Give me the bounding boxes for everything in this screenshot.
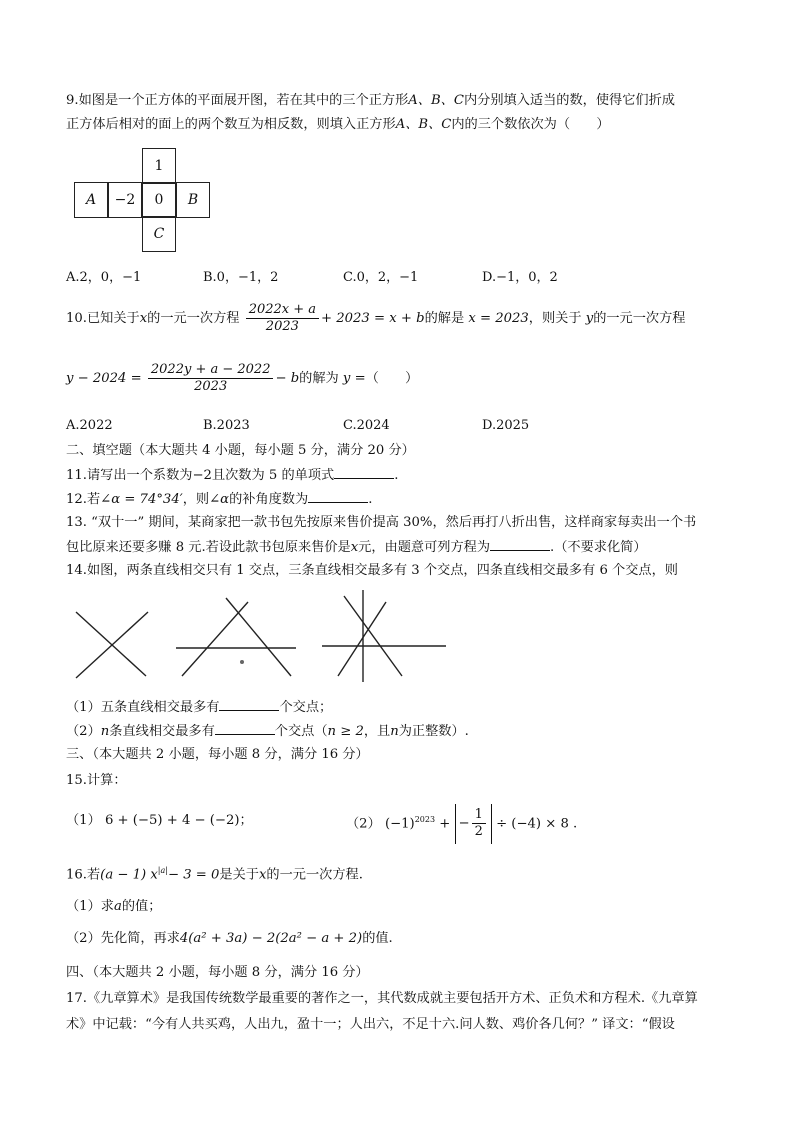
q9-option-b: B.0，−1，2 bbox=[203, 270, 279, 285]
q12: 12.若∠α = 74°34′，则∠α的补角度数为 . bbox=[66, 492, 373, 507]
q14-part1-blank[interactable] bbox=[219, 698, 279, 711]
fig2-line-b bbox=[226, 598, 291, 676]
q9-option-c: C.0，2，−1 bbox=[343, 270, 419, 285]
q9-option-a: A.2，0，−1 bbox=[66, 270, 142, 285]
q10-fraction-1: $\frac{2022x + a}{2023}$ bbox=[246, 302, 319, 335]
fig3-line-d bbox=[338, 602, 386, 676]
q9-line2: 正方体后相对的面上的两个数互为相反数，则填入正方形A、B、C内的三个数依次为（ ） bbox=[66, 117, 610, 132]
net-cell-minus2: −2 bbox=[108, 182, 142, 218]
q10-line2: y − 2024 = $\frac{2022y + a - 2022}{2023}$ − b的解为 y =（ ） bbox=[66, 362, 419, 394]
q16-part2: （2）先化简，再求4(a² + 3a) − 2(2a² − a + 2)的值. bbox=[66, 931, 393, 946]
q16: 16.若(a − 1) $x^{|a|}- 3 = 0$是关于x的一元一次方程. bbox=[66, 866, 363, 883]
q9-line1: 9.如图是一个正方体的平面展开图，若在其中的三个正方形A、B、C内分别填入适当的数，使得它们折成 bbox=[66, 93, 675, 108]
net-cell-c: C bbox=[142, 216, 176, 252]
q13-line1: 13. “双十一” 期间，某商家把一款书包先按原来售价提高 30%，然后再打八折出售，这样商家每卖出一个书 bbox=[66, 515, 697, 530]
net-cell-b: B bbox=[176, 182, 210, 218]
q10-fraction-2: $\frac{2022y + a - 2022}{2023}$ bbox=[148, 362, 274, 395]
q14-part2: （2）n条直线相交最多有 个交点（n ≥ 2，且n为正整数）. bbox=[66, 724, 469, 739]
section-2-heading: 二、填空题（本大题共 4 小题，每小题 5 分，满分 20 分） bbox=[66, 443, 415, 458]
q15-title: 15.计算： bbox=[66, 773, 127, 788]
fig3-line-c bbox=[344, 596, 402, 676]
q14-part1: （1）五条直线相交最多有 个交点； bbox=[66, 700, 333, 715]
q11: 11.请写出一个系数为−2且次数为 5 的单项式 . bbox=[66, 468, 399, 483]
absolute-value: − $\frac{1}{2}$ bbox=[455, 804, 492, 844]
q10-line1: 10.已知关于x的一元一次方程 $\frac{2022x + a}{2023}$ + 2023 = x + b的解是 x = 2023，则关于 y的一元一次方程 bbox=[66, 302, 686, 334]
fig1-line-a bbox=[76, 612, 146, 676]
q9-option-d: D.−1，0，2 bbox=[482, 270, 558, 285]
q15-part1: （1） 6 + (−5) + 4 − (−2)； bbox=[66, 813, 253, 828]
intersecting-lines-figure bbox=[66, 588, 456, 684]
q10-option-b: B.2023 bbox=[203, 418, 250, 433]
net-cell-zero: 0 bbox=[142, 182, 176, 218]
q17-line2: 术》中记载：“今有人共买鸡，人出九，盈十一；人出六，不足十六.问人数、鸡价各几何？” 译文：“假设 bbox=[66, 1017, 675, 1032]
section-4-heading: 四、（本大题共 2 小题，每小题 8 分，满分 16 分） bbox=[66, 965, 369, 980]
q14: 14.如图，两条直线相交只有 1 交点，三条直线相交最多有 3 个交点，四条直线相交最多有 6 个交点，则 bbox=[66, 563, 678, 578]
q10-option-a: A.2022 bbox=[66, 418, 113, 433]
q16-part1: （1）求a的值； bbox=[66, 899, 162, 914]
q12-answer-blank[interactable] bbox=[308, 490, 368, 503]
q11-answer-blank[interactable] bbox=[334, 466, 394, 479]
q10-option-d: D.2025 bbox=[482, 418, 530, 433]
q13-answer-blank[interactable] bbox=[490, 538, 550, 551]
fig2-ink-speck bbox=[240, 660, 244, 664]
q17-line1: 17.《九章算术》是我国传统数学最重要的著作之一，其代数成就主要包括开方术、正负术和方程术.《九章算 bbox=[66, 991, 698, 1006]
net-cell-a: A bbox=[74, 182, 108, 218]
q9-letters-2: A、B、C bbox=[395, 117, 452, 132]
q10-option-c: C.2024 bbox=[343, 418, 390, 433]
section-3-heading: 三、（本大题共 2 小题，每小题 8 分，满分 16 分） bbox=[66, 747, 369, 762]
fig2-line-c bbox=[182, 602, 248, 676]
q9-letters-1: A、B、C bbox=[408, 93, 464, 108]
net-cell-top: 1 bbox=[142, 148, 176, 184]
q13-line2: 包比原来还要多赚 8 元.若设此款书包原来售价是x元，由题意可列方程为 .（不要求化简） bbox=[66, 540, 647, 555]
q15-part2: （2） $(-1)^{2023}$ + − $\frac{1}{2}$ ÷ (−4) × 8 . bbox=[346, 800, 577, 844]
q14-part2-blank[interactable] bbox=[215, 722, 275, 735]
